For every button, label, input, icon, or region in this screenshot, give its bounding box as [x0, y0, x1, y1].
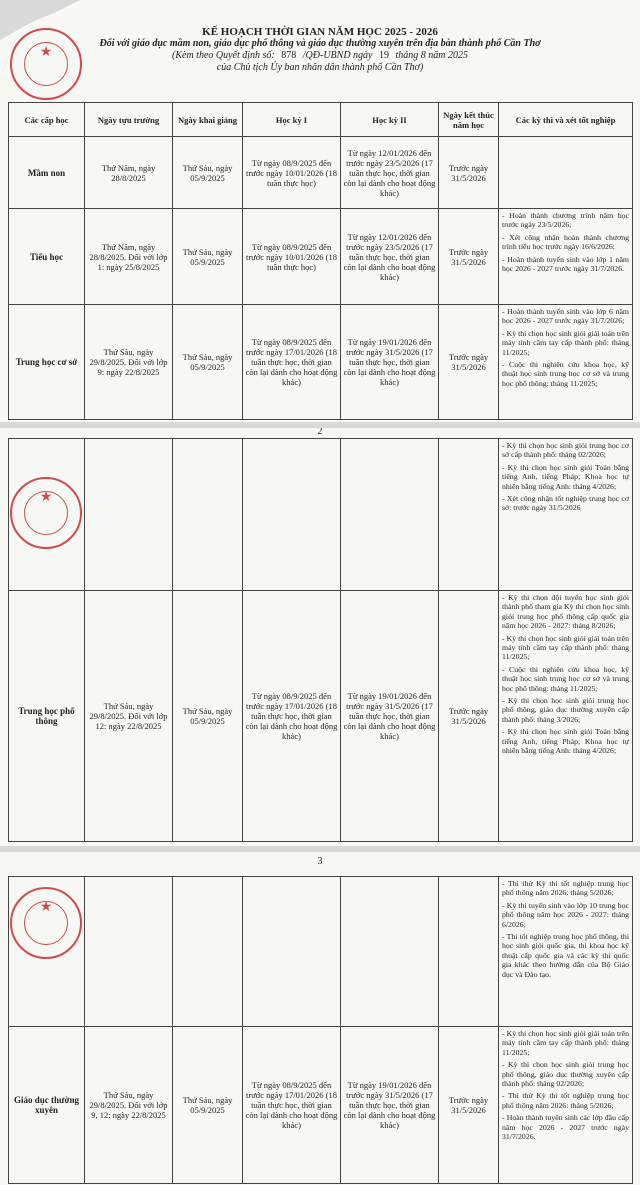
col-header-level: Các cấp học	[9, 103, 85, 137]
level-cell: Trung học phổ thông	[9, 591, 85, 842]
semester-2-cell: Từ ngày 19/01/2026 đến trước ngày 31/5/2026 (17 tuần thực học, thời gian còn lại dành cho hoạt động khác)	[341, 1027, 439, 1184]
level-cell: Tiểu học	[9, 209, 85, 305]
table-header-row	[9, 103, 633, 137]
schedule-table-part-3	[8, 876, 633, 1184]
gathering-date-cell: Thứ Sáu, ngày 29/8/2025. Đối với lớp 12: ngày 22/8/2025	[85, 591, 173, 842]
table-row	[9, 591, 633, 842]
semester-1-cell: Từ ngày 08/9/2025 đến trước ngày 10/01/2026 (18 tuần thực học)	[243, 137, 341, 209]
end-date-cell: Trước ngày 31/5/2026	[439, 591, 499, 842]
semester-2-cell	[341, 439, 439, 591]
document-page-2	[0, 428, 640, 846]
exam-item: - Kỳ thi chọn học sinh giỏi Toán bằng tiếng Anh, tiếng Pháp; Khoa học tự nhiên bằng tiếng Anh: tháng 4/2026;	[502, 462, 629, 491]
level-cell: Trung học cơ sở	[9, 305, 85, 420]
semester-2-cell: Từ ngày 19/01/2026 đến trước ngày 31/5/2026 (17 tuần thực học, thời gian còn lại dành cho hoạt động khác)	[341, 591, 439, 842]
exam-item: - Kỳ thi chọn đội tuyển học sinh giỏi thành phố tham gia Kỳ thi chọn học sinh giỏi trung học phổ thông cấp quốc gia năm học 2026 - 2027: tháng 8/2026;	[502, 593, 629, 631]
semester-1-cell	[243, 877, 341, 1027]
opening-date-cell: Thứ Sáu, ngày 05/9/2025	[173, 305, 243, 420]
table-row	[9, 305, 633, 420]
exam-item: - Kỳ thi chọn học sinh giỏi giải toán trên máy tính cầm tay cấp thành phố: tháng 11/2025;	[502, 633, 629, 662]
col-header-semester-1: Học kỳ I	[243, 103, 341, 137]
end-date-cell: Trước ngày 31/5/2026	[439, 305, 499, 420]
end-date-cell: Trước ngày 31/5/2026	[439, 1027, 499, 1184]
col-header-end: Ngày kết thúc năm học	[439, 103, 499, 137]
schedule-table-part-2	[8, 438, 633, 842]
document-page-3	[0, 852, 640, 1185]
schedule-table-part-1	[8, 102, 633, 420]
exam-item: - Kỳ thi chọn học sinh giỏi trung học cơ sở cấp thành phố: tháng 02/2026;	[502, 441, 629, 460]
opening-date-cell: Thứ Sáu, ngày 05/9/2025	[173, 209, 243, 305]
end-date-cell: Trước ngày 31/5/2026	[439, 209, 499, 305]
exams-cell	[499, 591, 633, 842]
level-cell: Giáo dục thường xuyên	[9, 1027, 85, 1184]
exam-item: - Kỳ thi chọn học sinh giỏi Toán bằng tiếng Anh, tiếng Pháp; Khoa học tự nhiên bằng tiếng Anh: tháng 4/2026;	[502, 727, 629, 756]
exam-item: - Hoàn thành tuyển sinh vào lớp 1 năm học 2026 - 2027 trước ngày 31/7/2026.	[502, 254, 629, 274]
document-title: KẾ HOẠCH THỜI GIAN NĂM HỌC 2025 - 2026	[202, 26, 438, 38]
semester-2-cell: Từ ngày 12/01/2026 đến trước ngày 23/5/2026 (17 tuần thực học, thời gian còn lại dành cho hoạt động khác)	[341, 137, 439, 209]
exam-item: - Hoàn thành tuyển sinh vào lớp 6 năm học 2026 - 2027 trước ngày 31/7/2026;	[502, 307, 629, 326]
exam-item: - Kỳ thi chọn học sinh giỏi trung học phổ thông, giáo dục thường xuyên cấp thành phố: tháng 02/2026;	[502, 1060, 629, 1089]
exam-item: - Cuộc thi nghiên cứu khoa học, kỹ thuật học sinh trung học cơ sở và trung học phổ thông: tháng 11/2025;	[502, 360, 629, 388]
decision-reference	[0, 50, 640, 62]
opening-date-cell: Thứ Sáu, ngày 05/9/2025	[173, 1027, 243, 1184]
level-cell	[9, 877, 85, 1027]
exam-item: - Xét công nhận tốt nghiệp trung học cơ sở: trước ngày 31/5/2026	[502, 494, 629, 513]
exams-cell	[499, 1027, 633, 1184]
exam-item: - Xét công nhận hoàn thành chương trình tiểu học trước ngày 16/6/2026;	[502, 232, 629, 252]
decision-number: 878	[281, 50, 297, 61]
gathering-date-cell: Thứ Năm, ngày 28/8/2025. Đối với lớp 1: ngày 25/8/2025	[85, 209, 173, 305]
level-cell	[9, 439, 85, 591]
document-subtitle: Đối với giáo dục mầm non, giáo dục phổ thông và giáo dục thường xuyên trên địa bàn thành phố Cần Thơ	[99, 38, 541, 49]
document-header	[0, 26, 640, 74]
semester-2-cell: Từ ngày 19/01/2026 đến trước ngày 31/5/2026 (17 tuần thực học, thời gian còn lại dành cho hoạt động khác)	[341, 305, 439, 420]
decision-mid: /QĐ-UBND ngày	[302, 50, 373, 61]
level-cell: Mầm non	[9, 137, 85, 209]
official-seal-icon: ★	[10, 477, 82, 549]
exams-cell	[499, 305, 633, 420]
table-row	[9, 209, 633, 305]
end-date-cell: Trước ngày 31/5/2026	[439, 137, 499, 209]
exam-item: - Hoàn thành chương trình năm học trước ngày 23/5/2026;	[502, 211, 629, 230]
semester-1-cell: Từ ngày 08/9/2025 đến trước ngày 17/01/2026 (18 tuần thực học, thời gian còn lại dành cho hoạt động khác)	[243, 305, 341, 420]
end-date-cell	[439, 877, 499, 1027]
opening-date-cell	[173, 877, 243, 1027]
exams-cell	[499, 209, 633, 305]
semester-1-cell: Từ ngày 08/9/2025 đến trước ngày 17/01/2026 (18 tuần thực học, thời gian còn lại dành cho hoạt động khác)	[243, 1027, 341, 1184]
decision-day: 19	[378, 50, 389, 61]
semester-1-cell: Từ ngày 08/9/2025 đến trước ngày 10/01/2026 (18 tuần thực học)	[243, 209, 341, 305]
semester-1-cell	[243, 439, 341, 591]
opening-date-cell	[173, 439, 243, 591]
end-date-cell	[439, 439, 499, 591]
official-seal-icon: ★	[10, 28, 82, 100]
exam-item: - Cuộc thi nghiên cứu khoa học, kỹ thuật học sinh trung học cơ sở và trung học phổ thông: tháng 11/2025;	[502, 664, 629, 693]
col-header-semester-2: Học kỳ II	[341, 103, 439, 137]
col-header-gathering: Ngày tựu trường	[85, 103, 173, 137]
semester-2-cell	[341, 877, 439, 1027]
col-header-opening: Ngày khai giảng	[173, 103, 243, 137]
table-row-continued	[9, 439, 633, 591]
gathering-date-cell	[85, 439, 173, 591]
issuer-line: của Chủ tịch Ủy ban nhân dân thành phố Cần Thơ)	[216, 62, 424, 73]
decision-month-year: tháng 8 năm 2025	[395, 50, 468, 61]
exam-item: - Hoàn thành tuyển sinh các lớp đầu cấp năm học 2026 - 2027 trước ngày 31/7/2026.	[502, 1113, 629, 1142]
col-header-exams: Các kỳ thi và xét tốt nghiệp	[499, 103, 633, 137]
table-row-continued	[9, 877, 633, 1027]
exam-item: - Kỳ thi chọn học sinh giỏi giải toán trên máy tính cầm tay cấp thành phố: tháng 11/2025;	[502, 328, 629, 357]
semester-1-cell: Từ ngày 08/9/2025 đến trước ngày 17/01/2026 (18 tuần thực học, thời gian còn lại dành cho hoạt động khác)	[243, 591, 341, 842]
exam-item: - Kỳ thi tuyển sinh vào lớp 10 trung học phổ thông năm học 2026 - 2027: tháng 6/2026;	[502, 900, 629, 929]
exam-item: - Kỳ thi chọn học sinh giỏi trung học phổ thông, giáo dục thường xuyên cấp thành phố: tháng 3/2026;	[502, 696, 629, 724]
exam-item: - Thi thử Kỳ thi tốt nghiệp trung học phổ thông năm 2026: tháng 5/2026;	[502, 1091, 629, 1110]
gathering-date-cell: Thứ Năm, ngày 28/8/2025	[85, 137, 173, 209]
exams-cell	[499, 439, 633, 591]
decision-prefix: (Kèm theo Quyết định số:	[172, 50, 275, 61]
gathering-date-cell: Thứ Sáu, ngày 29/8/2025. Đối với lớp 9: ngày 22/8/2025	[85, 305, 173, 420]
table-row	[9, 137, 633, 209]
page-number: 3	[317, 856, 323, 867]
exam-item: - Kỳ thi chọn học sinh giỏi giải toán trên máy tính cầm tay cấp thành phố: tháng 11/2025;	[502, 1029, 629, 1057]
exams-cell	[499, 877, 633, 1027]
exams-cell	[499, 137, 633, 209]
document-page-1	[0, 0, 640, 422]
exam-item: - Thi tốt nghiệp trung học phổ thông, thi học sinh giỏi quốc gia, thi khoa học kỹ thuật cấp quốc gia và các kỳ thi quốc gia khác theo hướng dẫn của Bộ Giáo dục và Đào tạo.	[502, 932, 629, 979]
gathering-date-cell	[85, 877, 173, 1027]
semester-2-cell: Từ ngày 12/01/2026 đến trước ngày 23/5/2026 (17 tuần thực học, thời gian còn lại dành cho hoạt động khác)	[341, 209, 439, 305]
exam-item: - Thi thử Kỳ thi tốt nghiệp trung học phổ thông năm 2026: tháng 5/2026;	[502, 879, 629, 898]
table-row	[9, 1027, 633, 1184]
gathering-date-cell: Thứ Sáu, ngày 29/8/2025. Đối với lớp 9, 12: ngày 22/8/2025	[85, 1027, 173, 1184]
opening-date-cell: Thứ Sáu, ngày 05/9/2025	[173, 137, 243, 209]
official-seal-icon: ★	[10, 887, 82, 959]
page-number: 2	[317, 428, 323, 437]
opening-date-cell: Thứ Sáu, ngày 05/9/2025	[173, 591, 243, 842]
